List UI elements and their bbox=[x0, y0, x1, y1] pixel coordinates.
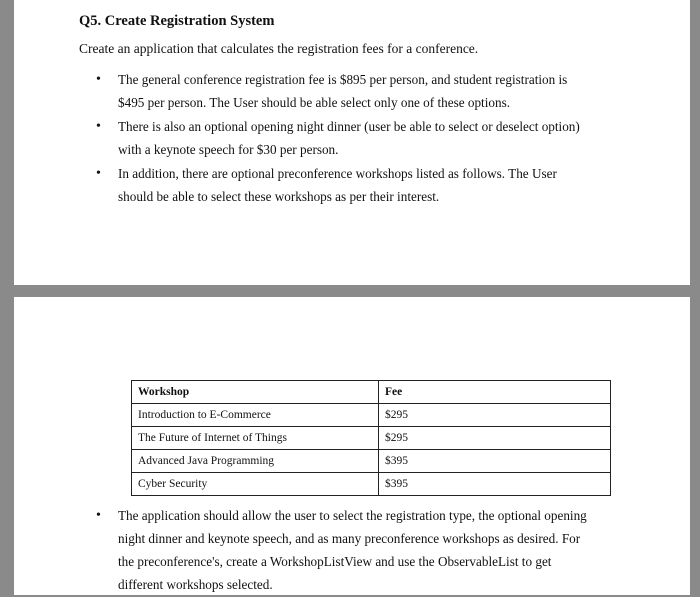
requirement-application-behavior bbox=[96, 504, 616, 596]
text-line: with a keynote speech for $30 per person. bbox=[118, 142, 339, 157]
bullet-icon: • bbox=[96, 166, 101, 181]
question-intro: Create an application that calculates the registration fees for a conference. bbox=[79, 41, 479, 56]
text-line: The application should allow the user to select the registration type, the optional opening bbox=[118, 508, 587, 523]
workshop-fee: $395 bbox=[379, 473, 611, 496]
table-header-row bbox=[132, 381, 611, 404]
workshop-name: Advanced Java Programming bbox=[132, 450, 379, 473]
table-row bbox=[132, 404, 611, 427]
requirements-list bbox=[96, 68, 616, 209]
workshop-name: Cyber Security bbox=[132, 473, 379, 496]
text-line: the preconference's, create a WorkshopListView and use the ObservableList to get bbox=[118, 554, 552, 569]
workshop-fee: $295 bbox=[379, 404, 611, 427]
workshop-name: The Future of Internet of Things bbox=[132, 427, 379, 450]
text-line: The general conference registration fee is $895 per person, and student registration is bbox=[118, 72, 568, 87]
table-row bbox=[132, 473, 611, 496]
table-row bbox=[132, 450, 611, 473]
application-requirements-list bbox=[96, 504, 616, 597]
text-line: $495 per person. The User should be able select only one of these options. bbox=[118, 95, 510, 110]
requirement-workshops bbox=[96, 162, 616, 208]
workshop-fee: $295 bbox=[379, 427, 611, 450]
table-row bbox=[132, 427, 611, 450]
workshop-fee: $395 bbox=[379, 450, 611, 473]
workshop-table bbox=[131, 380, 611, 496]
bullet-icon: • bbox=[96, 72, 101, 87]
requirement-registration-fee bbox=[96, 68, 616, 114]
column-header-workshop: Workshop bbox=[132, 381, 379, 404]
text-line: night dinner and keynote speech, and as many preconference workshops as desired. For bbox=[118, 531, 581, 546]
question-title: Q5. Create Registration System bbox=[79, 13, 275, 29]
text-line: In addition, there are optional preconference workshops listed as follows. The User bbox=[118, 166, 557, 181]
requirement-dinner-option bbox=[96, 115, 616, 161]
text-line: There is also an optional opening night dinner (user be able to select or deselect option) bbox=[118, 119, 580, 134]
text-line: should be able to select these workshops as per their interest. bbox=[118, 189, 440, 204]
bullet-icon: • bbox=[96, 119, 101, 134]
workshop-name: Introduction to E-Commerce bbox=[132, 404, 379, 427]
text-line: different workshops selected. bbox=[118, 577, 273, 592]
bullet-icon: • bbox=[96, 508, 101, 523]
column-header-fee: Fee bbox=[379, 381, 611, 404]
